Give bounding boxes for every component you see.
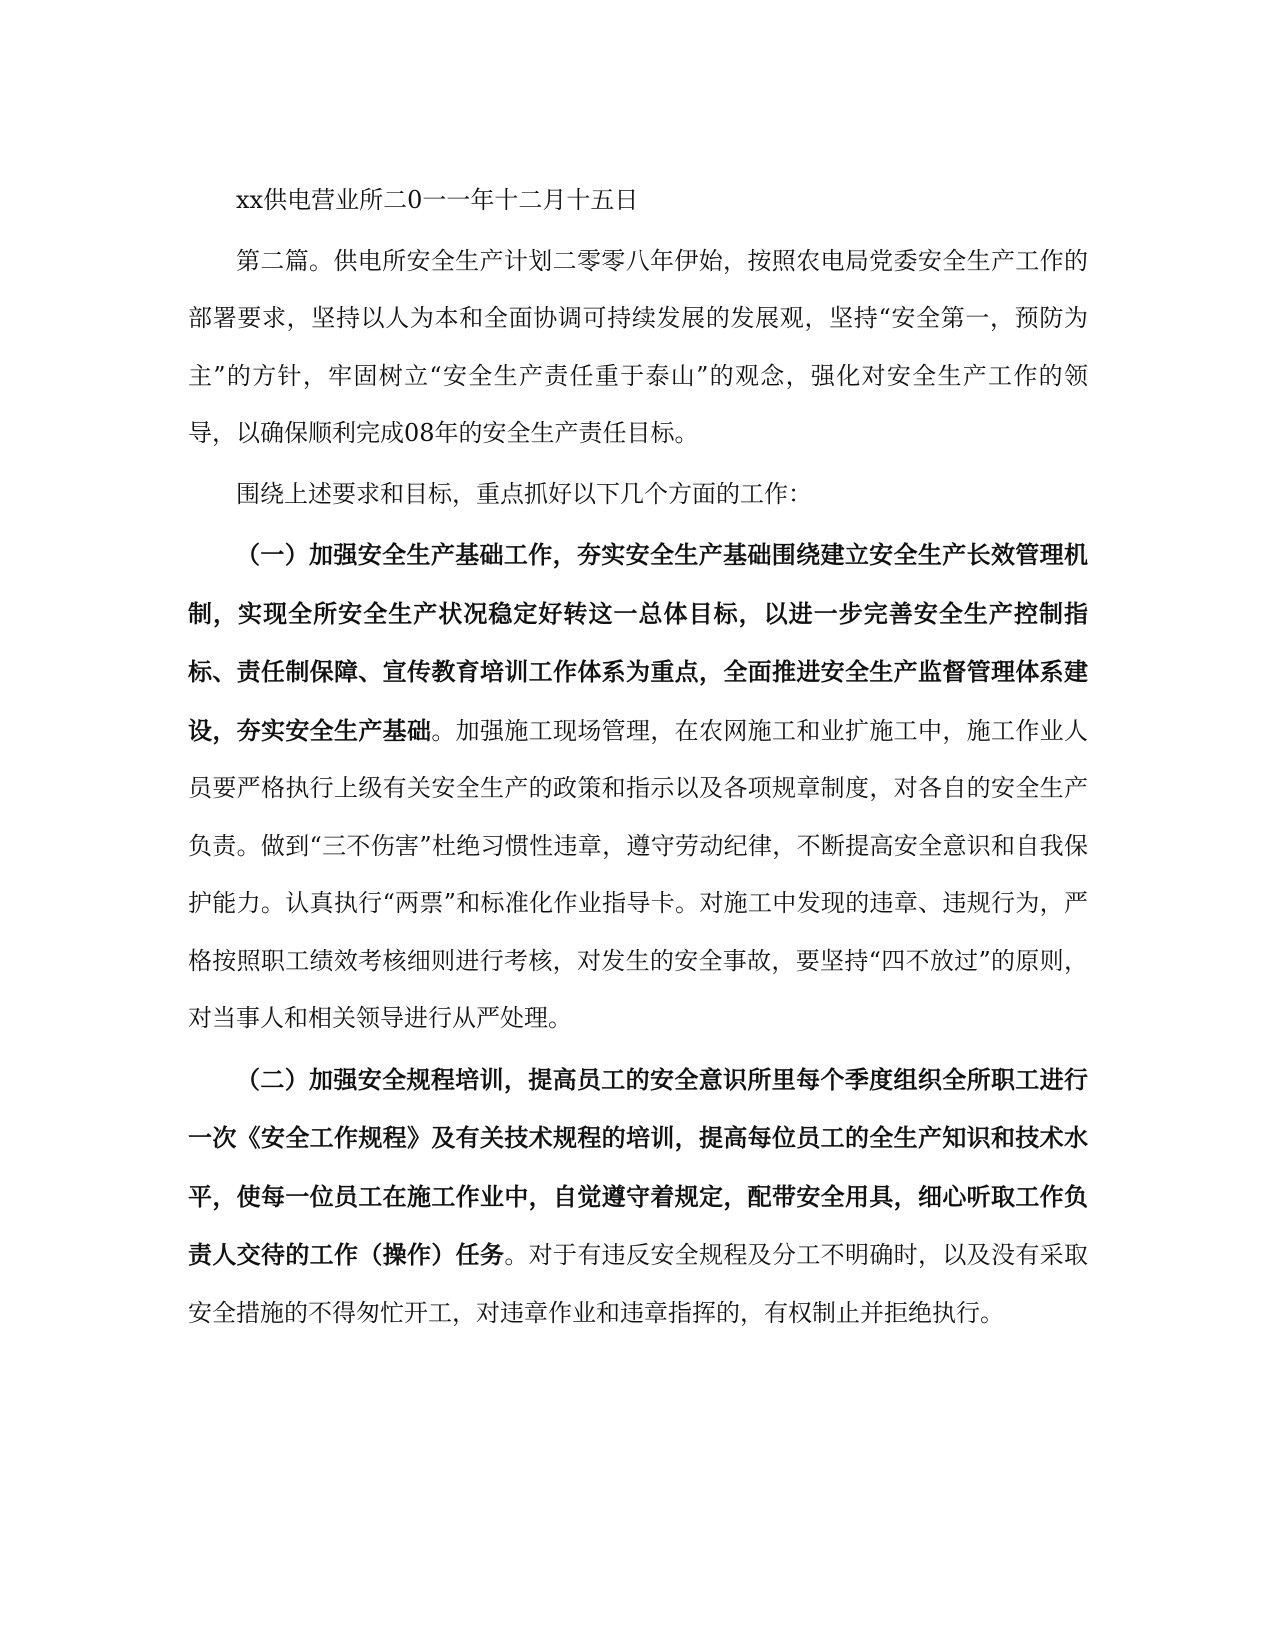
section-2-body: 。对于有违反安全规程及分工不明确时，以及没有采取安全措施的不得匆忙开工，对违章作业和违章指挥的，有权制止并拒绝执行。 (188, 1241, 1089, 1327)
document-body (188, 172, 1088, 1345)
section-1-body: 。加强施工现场管理，在农网施工和业扩施工中，施工作业人员要严格执行上级有关安全生产的政策和指示以及各项规章制度，对各自的安全生产负责。做到“三不伤害”杜绝习惯性违章，遵守劳动纪律，不断提高安全意识和自我保护能力。认真执行“两票”和标准化作业指导卡。对施工中发现的违章、违规行为，严格按照职工绩效考核细则进行考核，对发生的安全事故，要坚持“四不放过”的原则，对当事人和相关领导进行从严处理。 (188, 716, 1089, 1032)
section-2-heading: （二）加强安全规程培训，提高员工的安全意识所里每个季度组织全所职工进行一次《安全工作规程》及有关技术规程的培训，提高每位员工的全生产知识和技术水平，使每一位员工在施工作业中，自觉遵守着规定，配带安全用具，细心听取工作负责人交待的工作（操作）任务 (188, 1064, 1088, 1269)
section-2-paragraph (188, 1051, 1088, 1343)
section-1-heading: （一）加强安全生产基础工作，夯实安全生产基础围绕建立安全生产长效管理机制，实现全所安全生产状况稳定好转这一总体目标，以进一步完善安全生产控制指标、责任制保障、宣传教育培训工作体系为重点，全面推进安全生产监督管理体系建设，夯实安全生产基础 (188, 540, 1088, 745)
intro-paragraph: 第二篇。供电所安全生产计划二零零八年伊始，按照农电局党委安全生产工作的部署要求，坚持以人为本和全面协调可持续发展的发展观，坚持“安全第一，预防为主”的方针，牢固树立“安全生产责任重于泰山”的观念，强化对安全生产工作的领导，以确保顺利完成08年的安全生产责任目标。 (188, 246, 1088, 447)
lead-paragraph: 围绕上述要求和目标，重点抓好以下几个方面的工作： (236, 479, 812, 508)
signature-line: xx供电营业所二0一一年十二月十五日 (236, 186, 639, 214)
section-1-paragraph (188, 526, 1088, 1048)
